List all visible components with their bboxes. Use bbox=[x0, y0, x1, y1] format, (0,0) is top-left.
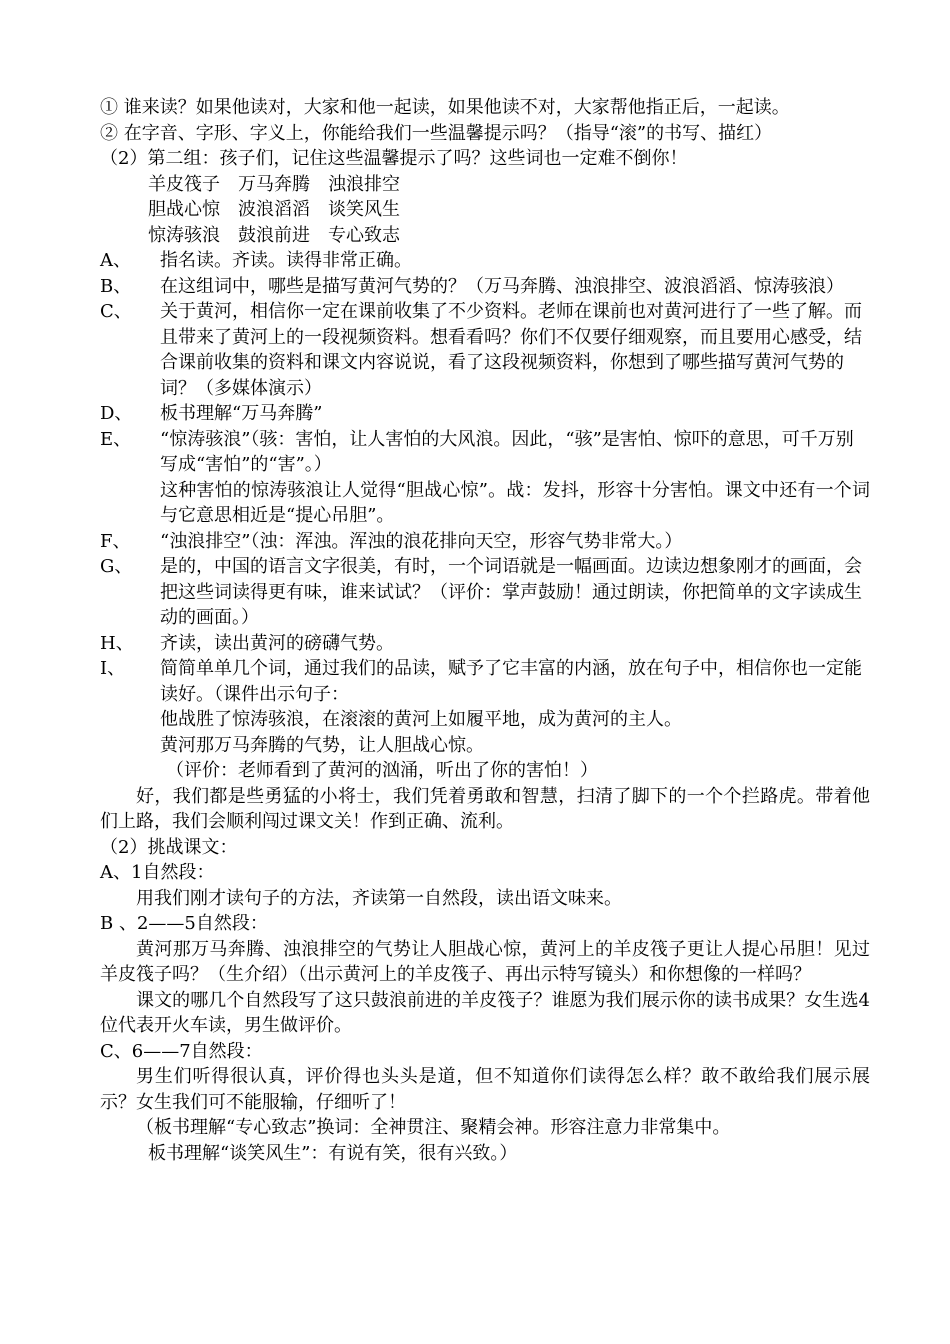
paragraph-2: ② 在字音、字形、字义上，你能给我们一些温馨提示吗？（指导“滚”的书写、描红） bbox=[100, 122, 773, 144]
list-text: 在这组词中，哪些是描写黄河气势的？（万马奔腾、浊浪排空、波浪滔滔、惊涛骇浪） bbox=[160, 275, 844, 297]
list-item-e-continuation: 这种害怕的惊涛骇浪让人觉得“胆战心惊”。战：发抖，形容十分害怕。课文中还有一个词与它意思相近是“提心吊胆”。 bbox=[160, 479, 870, 526]
list-item-h bbox=[100, 631, 870, 657]
transition-paragraph: 好，我们都是些勇猛的小将士，我们凭着勇敢和智慧，扫清了脚下的一个个拦路虎。带着他们上路，我们会顺利闯过课文关！作到正确、流利。 bbox=[100, 785, 870, 832]
section-heading: （2）挑战课文： bbox=[100, 836, 238, 858]
list-label: F、 bbox=[100, 530, 131, 552]
subsection-a-heading: A、1自然段： bbox=[100, 862, 215, 883]
subsection-c-text-3: 板书理解“谈笑风生”：有说有笑，很有兴致。） bbox=[148, 1142, 518, 1164]
subsection-b-text-1: 黄河那万马奔腾、浊浪排空的气势让人胆战心惊，黄河上的羊皮筏子更让人提心吊胆！见过羊皮筏子吗？（生介绍）（出示黄河上的羊皮筏子、再出示特写镜头）和你想像的一样吗？ bbox=[100, 938, 870, 985]
document-body bbox=[100, 95, 870, 1166]
list-text: 指名读。齐读。读得非常正确。 bbox=[160, 250, 412, 271]
paragraph-3: （2）第二组：孩子们，记住这些温馨提示了吗？这些词也一定难不倒你！ bbox=[100, 148, 688, 169]
example-sentence-1: 他战胜了惊涛骇浪，在滚滚的黄河上如履平地，成为黄河的主人。 bbox=[160, 709, 682, 730]
subsection-c-text-2: （板书理解“专心致志”换词：全神贯注、聚精会神。形容注意力非常集中。 bbox=[136, 1117, 731, 1138]
list-label: D、 bbox=[100, 403, 133, 424]
list-item-g bbox=[100, 554, 870, 631]
word-row-2: 胆战心惊 波浪滔滔 谈笑风生 bbox=[148, 199, 400, 220]
list-item-a bbox=[100, 248, 870, 274]
list-item-f bbox=[100, 529, 870, 555]
subsection-c-heading: C、6——7自然段： bbox=[100, 1040, 263, 1062]
list-item-c bbox=[100, 299, 870, 401]
list-label: G、 bbox=[100, 556, 133, 577]
list-text: “惊涛骇浪”（骇：害怕，让人害怕的大风浪。因此，“骇”是害怕、惊吓的意思，可千万别写成“害怕”的“害”。） bbox=[160, 428, 854, 475]
list-item-d bbox=[100, 401, 870, 427]
list-label: B、 bbox=[100, 275, 132, 297]
list-label: I、 bbox=[100, 658, 126, 679]
list-text: 齐读，读出黄河的磅礴气势。 bbox=[160, 632, 394, 654]
list-text: 板书理解“万马奔腾” bbox=[160, 403, 323, 424]
word-row-1: 羊皮筏子 万马奔腾 浊浪排空 bbox=[148, 173, 400, 195]
evaluation-note: （评价：老师看到了黄河的汹涌，听出了你的害怕！） bbox=[166, 760, 598, 781]
list-text: 简简单单几个词，通过我们的品读，赋予了它丰富的内涵，放在句子中，相信你也一定能读好。（课件出示句子： bbox=[160, 658, 862, 705]
subsection-b-heading: B 、2——5自然段： bbox=[100, 913, 268, 934]
list-label: A、 bbox=[100, 250, 131, 271]
example-sentence-2: 黄河那万马奔腾的气势，让人胆战心惊。 bbox=[160, 734, 484, 756]
subsection-c-text-1: 男生们听得很认真，评价得也头头是道，但不知道你们读得怎么样？敢不敢给我们展示展示？女生我们可不能服输，仔细听了！ bbox=[100, 1066, 870, 1113]
word-row-3: 惊涛骇浪 鼓浪前进 专心致志 bbox=[148, 224, 400, 246]
list-label: C、 bbox=[100, 301, 132, 322]
list-text: “浊浪排空”（浊：浑浊。浑浊的浪花排向天空，形容气势非常大。） bbox=[160, 530, 683, 552]
list-item-e bbox=[100, 427, 870, 478]
subsection-b-text-2: 课文的哪几个自然段写了这只鼓浪前进的羊皮筏子？谁愿为我们展示你的读书成果？女生选4位代表开火车读，男生做评价。 bbox=[100, 989, 870, 1036]
list-item-i bbox=[100, 656, 870, 707]
subsection-a-text: 用我们刚才读句子的方法，齐读第一自然段，读出语文味来。 bbox=[136, 887, 622, 909]
list-label: H、 bbox=[100, 632, 134, 654]
paragraph-1: ① 谁来读？如果他读对，大家和他一起读，如果他读不对，大家帮他指正后，一起读。 bbox=[100, 97, 790, 118]
list-label: E、 bbox=[100, 428, 132, 450]
list-text: 是的，中国的语言文字很美，有时，一个词语就是一幅画面。边读边想象刚才的画面，会把这些词读得更有味，谁来试试？（评价：掌声鼓励！通过朗读，你把简单的文字读成生动的画面。） bbox=[160, 556, 862, 628]
list-text: 关于黄河，相信你一定在课前收集了不少资料。老师在课前也对黄河进行了一些了解。而且带来了黄河上的一段视频资料。想看看吗？你们不仅要仔细观察，而且要用心感受，结合课前收集的资料和课文内容说说，看了这段视频资料，你想到了哪些描写黄河气势的词？（多媒体演示） bbox=[160, 301, 862, 399]
list-item-b bbox=[100, 274, 870, 300]
